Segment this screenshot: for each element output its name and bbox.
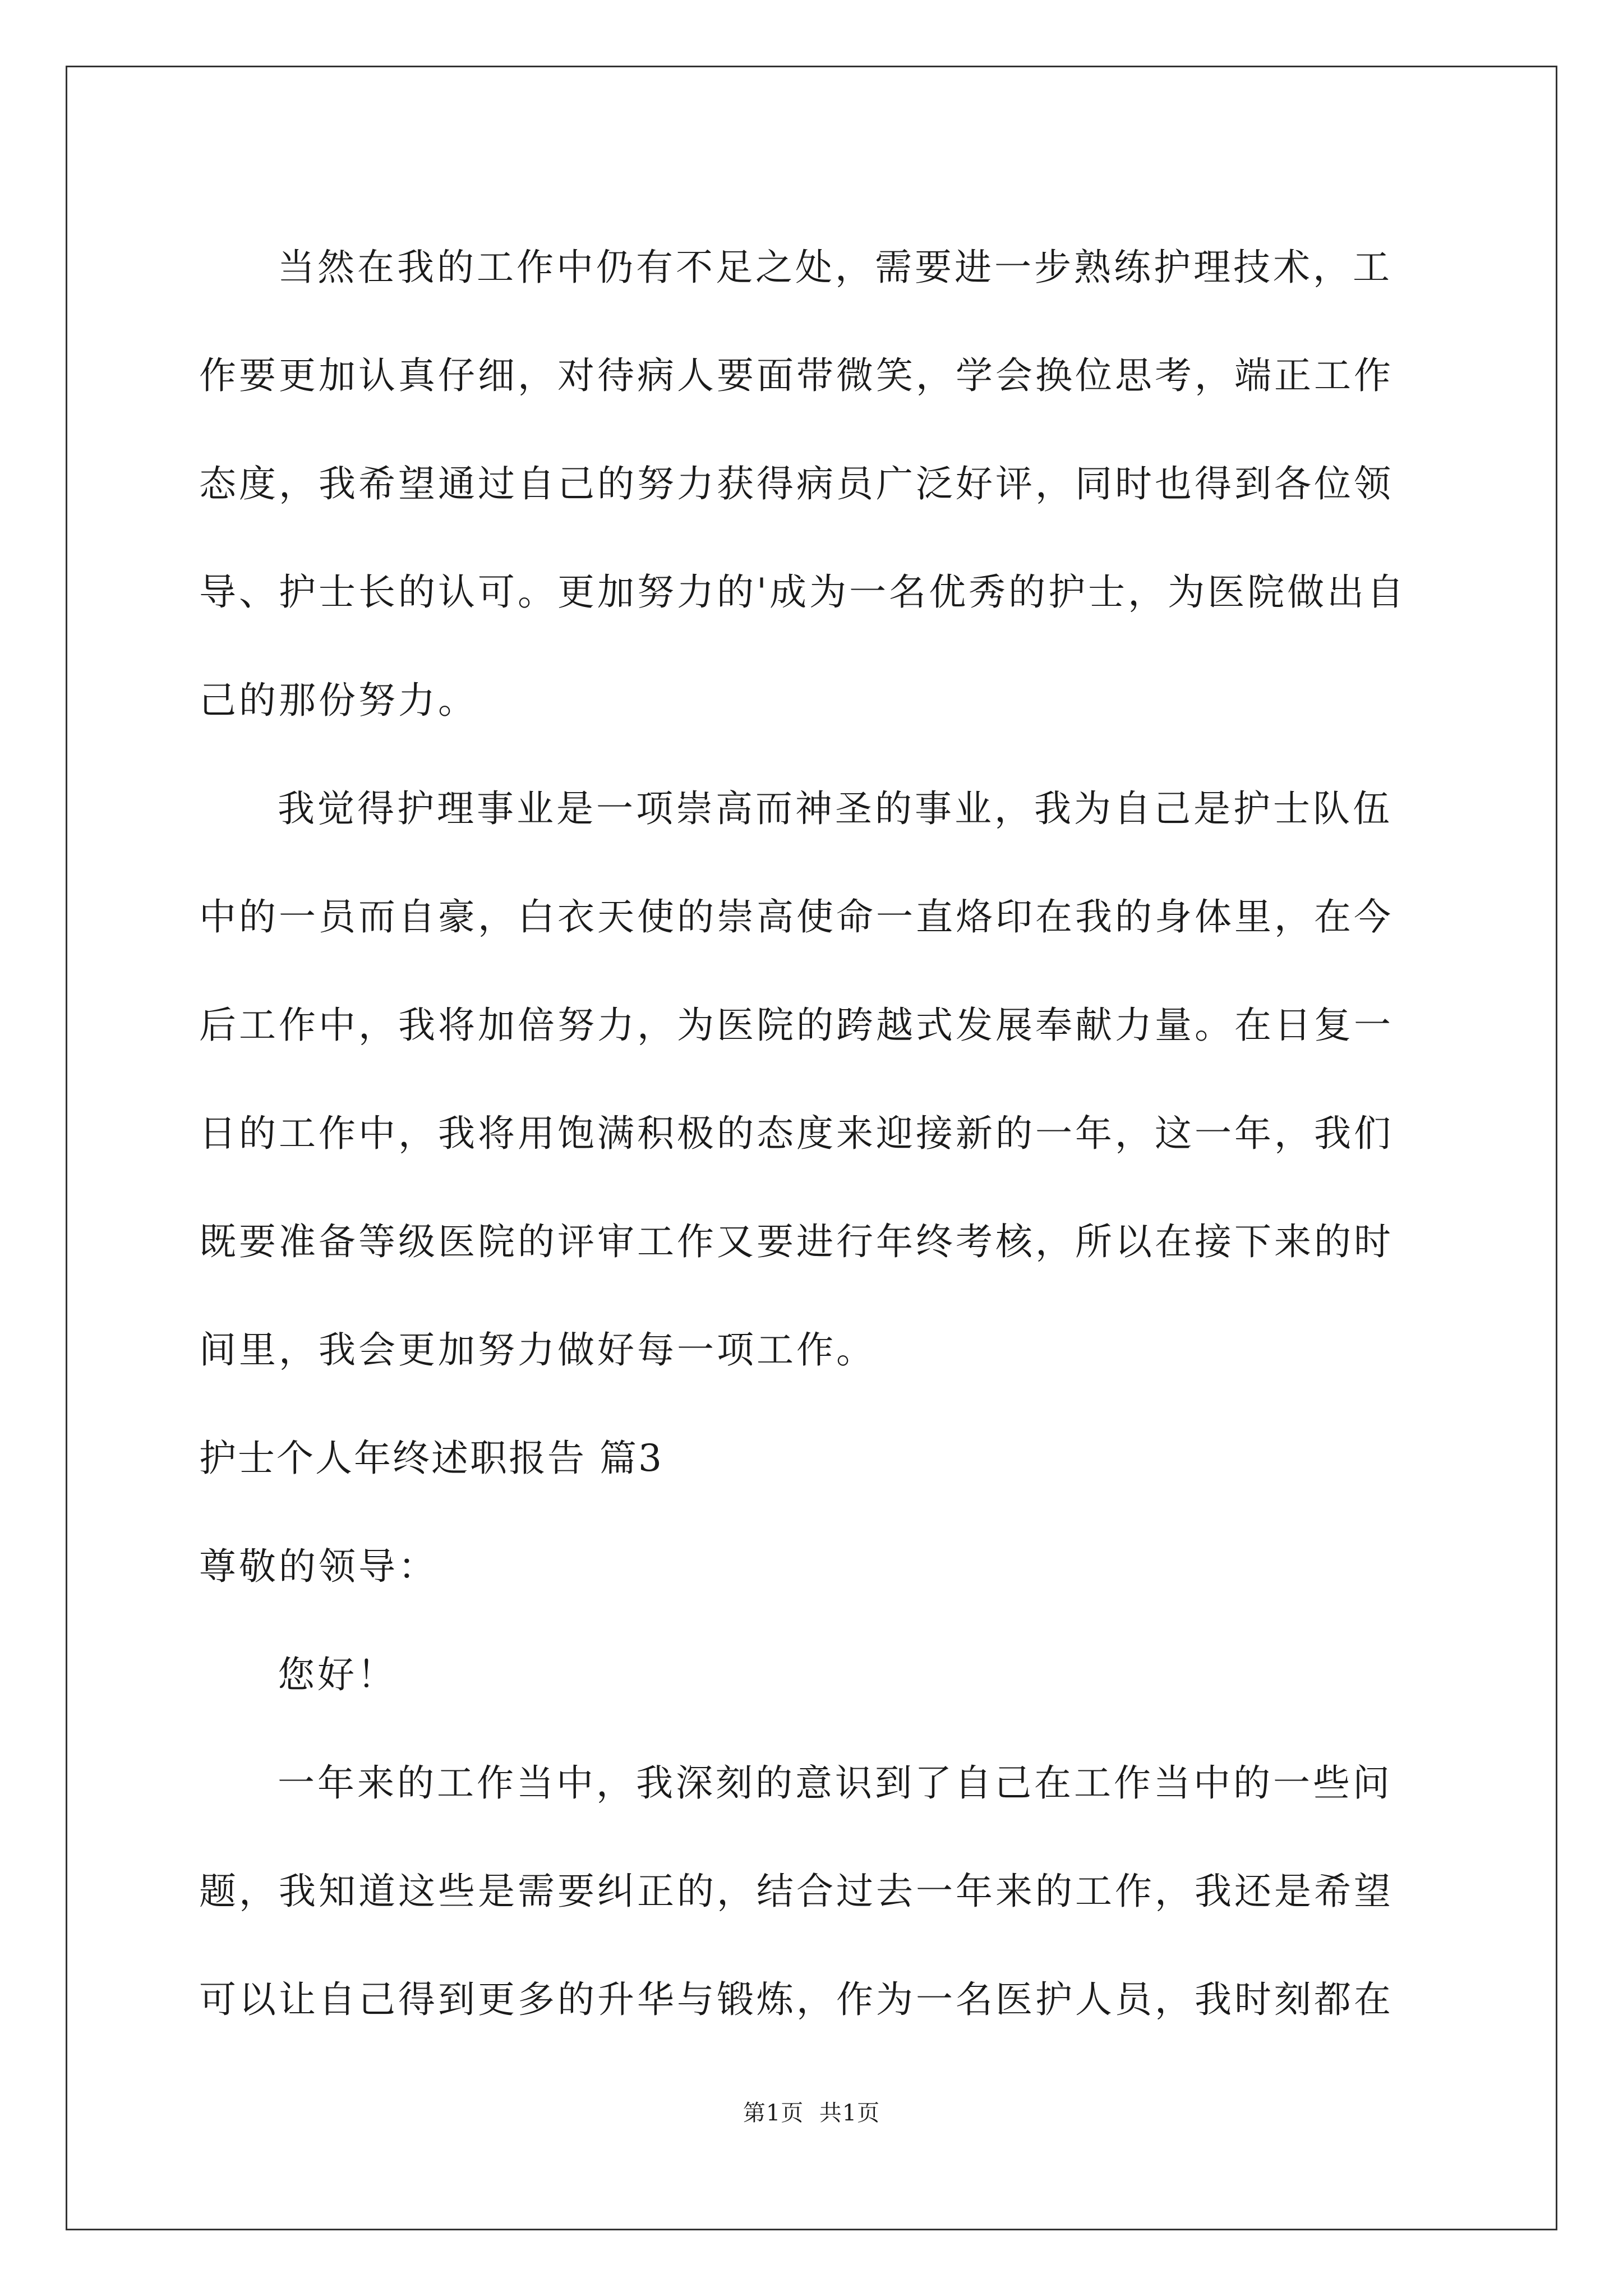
- text-line: 作要更加认真仔细，对待病人要面带微笑，学会换位思考，端正工作: [199, 354, 1394, 397]
- text-line: 既要准备等级医院的评审工作又要进行年终考核，所以在接下来的时: [199, 1220, 1394, 1263]
- text-line: 中的一员而自豪，白衣天使的崇高使命一直烙印在我的身体里，在今: [199, 895, 1394, 938]
- salutation: 尊敬的领导：: [199, 1545, 438, 1588]
- document-body: [199, 213, 1419, 2054]
- text-line: 态度，我希望通过自己的努力获得病员广泛好评，同时也得到各位领: [199, 462, 1394, 505]
- text-line: 一年来的工作当中，我深刻的意识到了自己在工作当中的一些问: [278, 1761, 1393, 1805]
- text-line: 日的工作中，我将用饱满积极的态度来迎接新的一年，这一年，我们: [199, 1112, 1394, 1155]
- text-line: 题，我知道这些是需要纠正的，结合过去一年来的工作，我还是希望: [199, 1870, 1394, 1913]
- page-footer: 第1页 共1页: [743, 2100, 880, 2126]
- text-line: 当然在我的工作中仍有不足之处，需要进一步熟练护理技术，工: [278, 246, 1393, 289]
- text-line: 可以让自己得到更多的升华与锻炼，作为一名医护人员，我时刻都在: [199, 1978, 1394, 2021]
- text-line: 己的那份努力。: [199, 679, 478, 722]
- text-line: 间里，我会更加努力做好每一项工作。: [199, 1328, 876, 1372]
- greeting: 您好！: [278, 1653, 397, 1696]
- text-line: 我觉得护理事业是一项崇高而神圣的事业，我为自己是护士队伍: [278, 787, 1393, 830]
- text-line: 导、护士长的认可。更加努力的'成为一名优秀的护士，为医院做出自: [199, 570, 1407, 614]
- section-heading: 护士个人年终述职报告 篇3: [199, 1437, 663, 1480]
- text-line: 后工作中，我将加倍努力，为医院的跨越式发展奉献力量。在日复一: [199, 1004, 1394, 1047]
